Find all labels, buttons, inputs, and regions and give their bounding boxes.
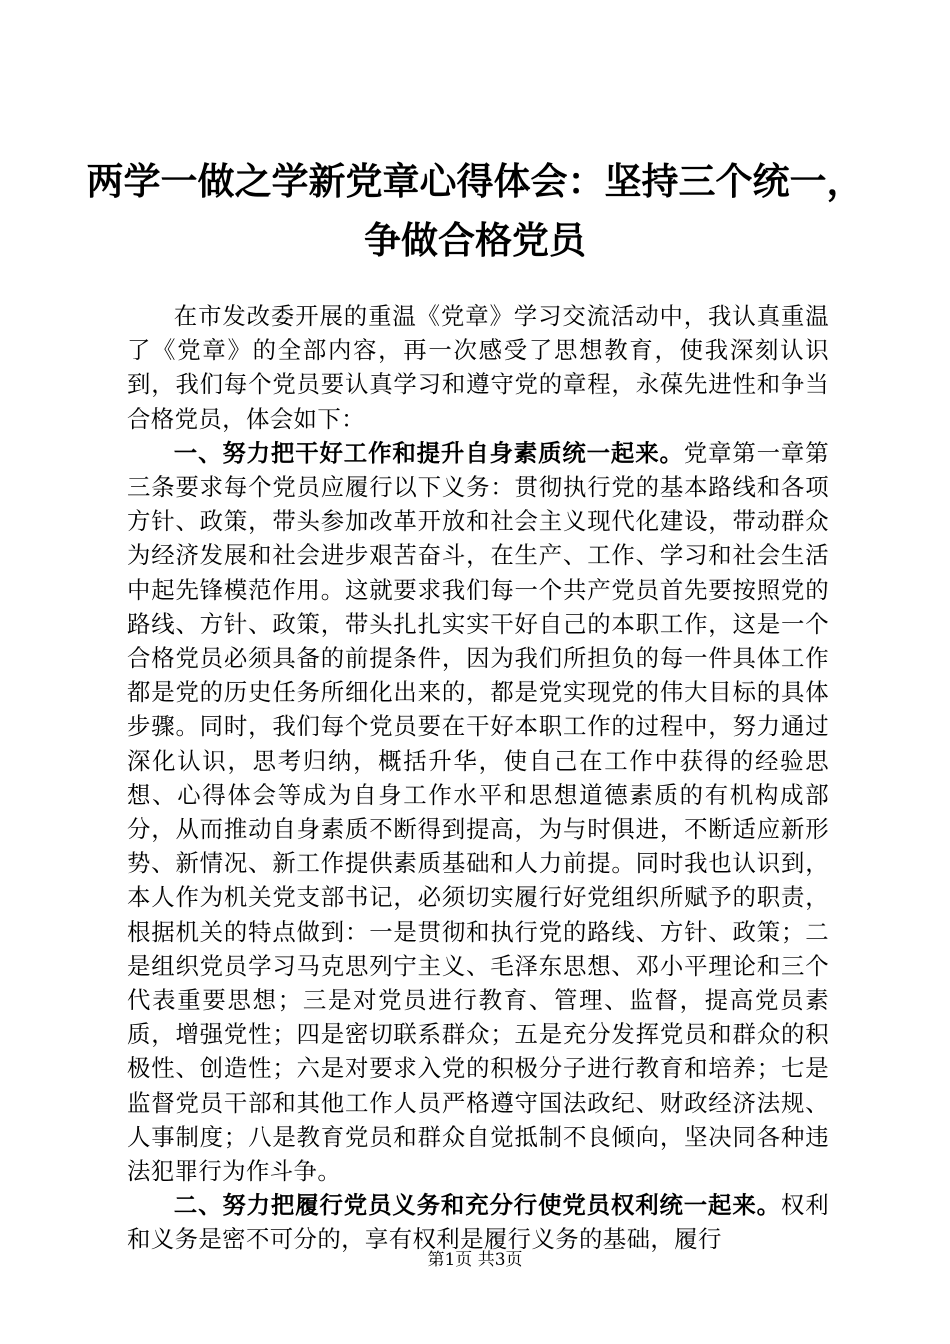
page-footer: 第1页 共3页 bbox=[427, 1250, 523, 1270]
document-title-line-1: 两学一做之学新党章心得体会：坚持三个统一， bbox=[86, 159, 864, 203]
section-1-paragraph bbox=[127, 436, 829, 1188]
intro-paragraph: 在市发改委开展的重温《党章》学习交流活动中，我认真重温了《党章》的全部内容，再一次感受了思想教育，使我深刻认识到，我们每个党员要认真学习和遵守党的章程，永葆先进性和争当合格党员，体会如下： bbox=[127, 302, 829, 433]
section-2-heading: 二、努力把履行党员义务和充分行使党员权利统一起来。 bbox=[173, 1191, 781, 1220]
document-title-line-2: 争做合格党员 bbox=[364, 218, 586, 262]
document-body bbox=[127, 299, 829, 1257]
section-1-body: 党章第一章第三条要求每个党员应履行以下义务：贯彻执行党的基本路线和各项方针、政策，带头参加改革开放和社会主义现代化建设，带动群众为经济发展和社会进步艰苦奋斗，在生产、工作、学习和社会生活中起先锋模范作用。这就要求我们每一个共产党员首先要按照党的路线、方针、政策，带头扎扎实实干好自己的本职工作，这是一个合格党员必须具备的前提条件，因为我们所担负的每一件具体工作都是党的历史任务所细化出来的，都是党实现党的伟大目标的具体步骤。同时，我们每个党员要在干好本职工作的过程中，努力通过深化认识，思考归纳，概括升华，使自己在工作中获得的经验思想、心得体会等成为自身工作水平和思想道德素质的有机构成部分，从而推动自身素质不断得到提高，为与时俱进，不断适应新形势、新情况、新工作提供素质基础和人力前提。同时我也认识到，本人作为机关党支部书记，必须切实履行好党组织所赋予的职责，根据机关的特点做到：一是贯彻和执行党的路线、方针、政策；二是组织党员学习马克思列宁主义、毛泽东思想、邓小平理论和三个代表重要思想；三是对党员进行教育、管理、监督，提高党员素质，增强党性；四是密切联系群众；五是充分发挥党员和群众的积极性、创造性；六是对要求入党的积极分子进行教育和培养；七是监督党员干部和其他工作人员严格遵守国法政纪、财政经济法规、人事制度；八是教育党员和群众自觉抵制不良倾向，坚决同各种违法犯罪行为作斗争。 bbox=[127, 438, 829, 1186]
section-1-heading: 一、努力把干好工作和提升自身素质统一起来。 bbox=[173, 438, 684, 467]
section-2-body: 权利和义务是密不可分的，享有权利是履行义务的基础，履行 bbox=[127, 1191, 829, 1254]
